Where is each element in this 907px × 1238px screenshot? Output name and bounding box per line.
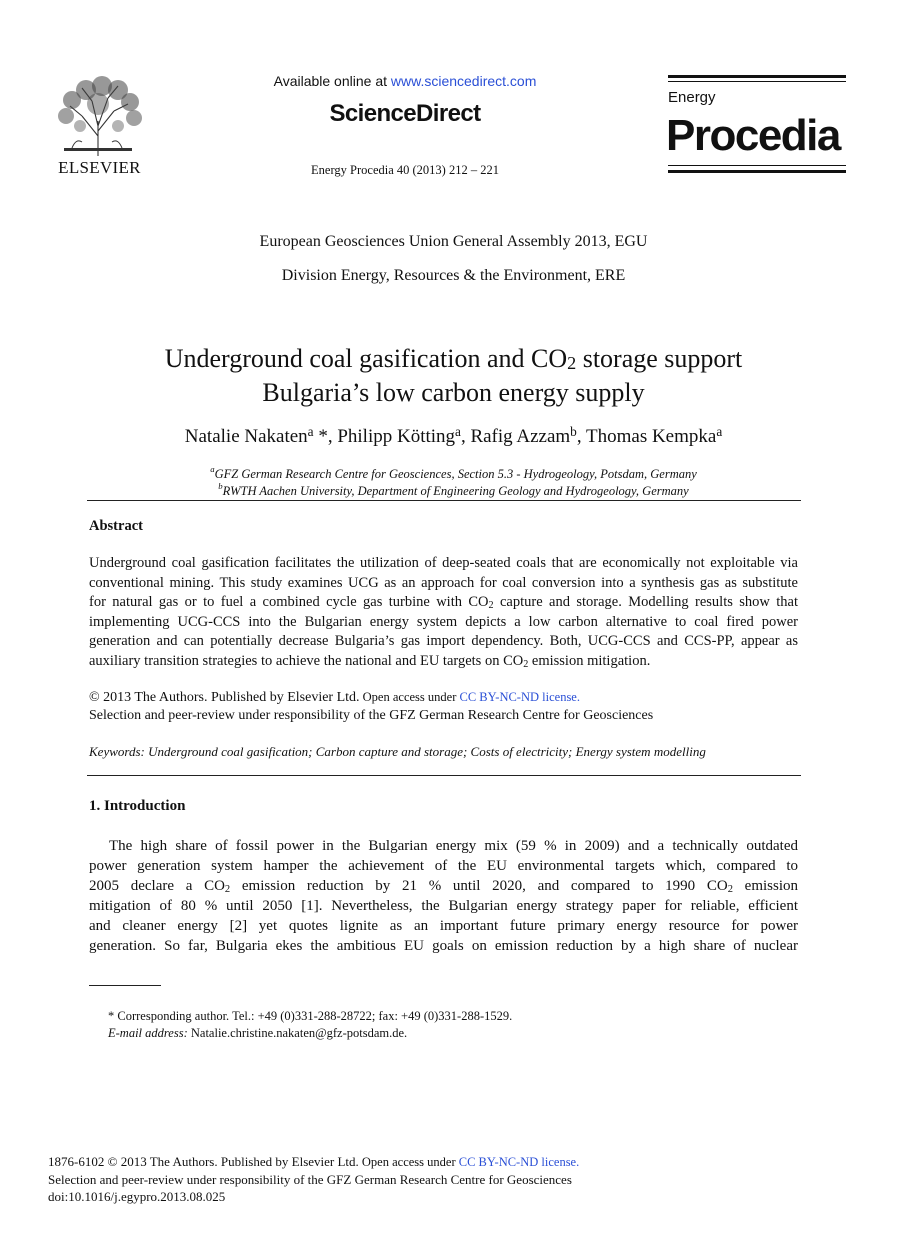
elsevier-tree-logo [52,76,144,158]
subscript: 2 [224,884,231,895]
copyright-text: © 2013 The Authors. Published by Elsevier Ltd. [89,690,360,705]
subscript: 2 [523,658,529,670]
text-run: auxiliary transition strategies to achieve the national and EU targets on CO [89,652,524,669]
text-run: emission reduction by 21 % until 2020, and compared to 1990 CO [230,878,728,894]
abstract-line: conventional mining. This study examines UCG as an approach for coal conversion into a synthesis gas as substitute [89,574,798,591]
license-link[interactable]: CC BY-NC-ND license. [459,690,580,704]
journal-logo-rule [668,165,846,166]
title-line1-pre: Underground coal gasification and CO [164,344,568,373]
paper-title [60,342,847,410]
peer-review-text: Selection and peer-review under responsibility of the GFZ German Research Centre for Geosciences [89,708,654,723]
journal-logo-rule [668,75,846,78]
author-list [60,426,847,448]
subscript: 2 [727,884,733,895]
conference-division: Division Energy, Resources & the Environment, ERE [281,267,626,284]
copyright-block [89,688,809,725]
affil-marker: b [218,481,223,491]
author-name: Rafig Azzam [470,426,571,447]
abstract-body [89,554,798,671]
footer-copyright: 1876-6102 © 2013 The Authors. Published by Elsevier Ltd. [48,1154,359,1169]
introduction-heading: 1. Introduction [89,798,186,814]
footnote-rule [89,985,161,986]
abstract-line: Underground coal gasification facilitates the utilization of deep-seated coals that are economically not exploitable via [89,555,798,571]
journal-logo-energy: Energy [668,89,716,106]
abstract-line: generation and can potentially decrease Bulgaria’s gas import dependency. Both, UCG-CCS and CCS-PP, appear as [89,633,798,649]
author-separator: , [460,426,471,447]
publisher-wordmark: ELSEVIER [58,158,141,177]
intro-line: mitigation of 80 % until 2050 [1]. Nevertheless, the Bulgarian energy strategy paper for reliable, efficient [89,898,798,914]
section-divider [87,500,801,501]
intro-line: power generation system hamper the achievement of the EU environmental targets which, compared to [89,858,798,874]
title-line1-post: storage support [576,344,743,373]
subscript: 2 [488,600,494,611]
abstract-line [89,652,798,672]
intro-line: The high share of fossil power in the Bulgarian energy mix (59 % in 2009) and a technically outdated [109,838,798,854]
author-affil-marker: a [716,424,723,439]
abstract-heading: Abstract [89,518,143,534]
footer-peer-review: Selection and peer-review under responsibility of the GFZ German Research Centre for Geosciences [48,1172,572,1187]
title-line2: Bulgaria’s low carbon energy supply [262,378,645,407]
footer-license-link[interactable]: CC BY-NC-ND license. [458,1155,580,1169]
text-run: for natural gas or to fuel a combined cycle gas turbine with CO [89,594,489,610]
intro-line: generation. So far, Bulgaria ekes the ambitious EU goals on emission reduction by a high share of nuclear [89,938,798,954]
journal-logo-rule [668,170,846,173]
author-name: Philipp Kötting [337,426,456,447]
introduction-body [89,836,798,956]
affil-marker: a [210,464,215,474]
intro-line [89,876,798,896]
abstract-line [89,593,798,613]
text-run: 2005 declare a CO [89,878,225,894]
corresponding-author: * Corresponding author. Tel.: +49 (0)331-288-28722; fax: +49 (0)331-288-1529. [108,1009,513,1023]
doi[interactable]: doi:10.1016/j.egypro.2013.08.025 [48,1189,226,1204]
affil-text: RWTH Aachen University, Department of Engineering Geology and Hydrogeology, Germany [222,484,689,498]
author-separator: , [576,426,586,447]
keywords: Keywords: Underground coal gasification; Carbon capture and storage; Costs of electricity; Energy system modelling [89,744,706,759]
author-affil-marker: a [307,424,314,439]
footer-open-access: Open access under [358,1155,459,1169]
author-affil-marker: a [455,424,461,439]
section-divider [87,775,801,776]
affiliation-a [60,464,847,482]
page-footer [48,1153,848,1205]
email-label: E-mail address: [108,1026,188,1040]
conference-line: European Geosciences Union General Assembly 2013, EGU [259,233,648,250]
sciencedirect-link[interactable]: www.sciencedirect.com [390,73,537,89]
text-run: emission mitigation. [528,652,651,669]
author-separator: *, [313,426,338,447]
affiliation-b [60,481,847,499]
journal-reference: Energy Procedia 40 (2013) 212 – 221 [311,163,499,177]
abstract-line: implementing UCG-CCS into the Bulgarian energy system depicts a low carbon alternative to coal fired power [89,613,798,630]
title-subscript: 2 [567,353,577,373]
author-name: Thomas Kempka [586,426,717,447]
sciencedirect-logo: ScienceDirect [329,100,481,127]
available-label: Available online at [273,73,391,89]
open-access-label: Open access under [359,690,460,704]
author-affil-marker: b [570,424,577,439]
journal-logo-rule [668,81,846,82]
email-address[interactable]: Natalie.christine.nakaten@gfz-potsdam.de. [187,1026,408,1040]
journal-logo-procedia: Procedia [666,111,840,160]
text-run: emission [732,878,798,894]
author-name: Natalie Nakaten [184,426,308,447]
available-online [260,73,550,89]
intro-line: and cleaner energy [2] yet quotes lignite as an important future primary energy resource for power [89,918,798,934]
text-run: capture and storage. Modelling results show that [493,594,798,610]
email-line [108,1026,407,1041]
affil-text: GFZ German Research Centre for Geosciences, Section 5.3 - Hydrogeology, Potsdam, Germany [214,467,697,481]
